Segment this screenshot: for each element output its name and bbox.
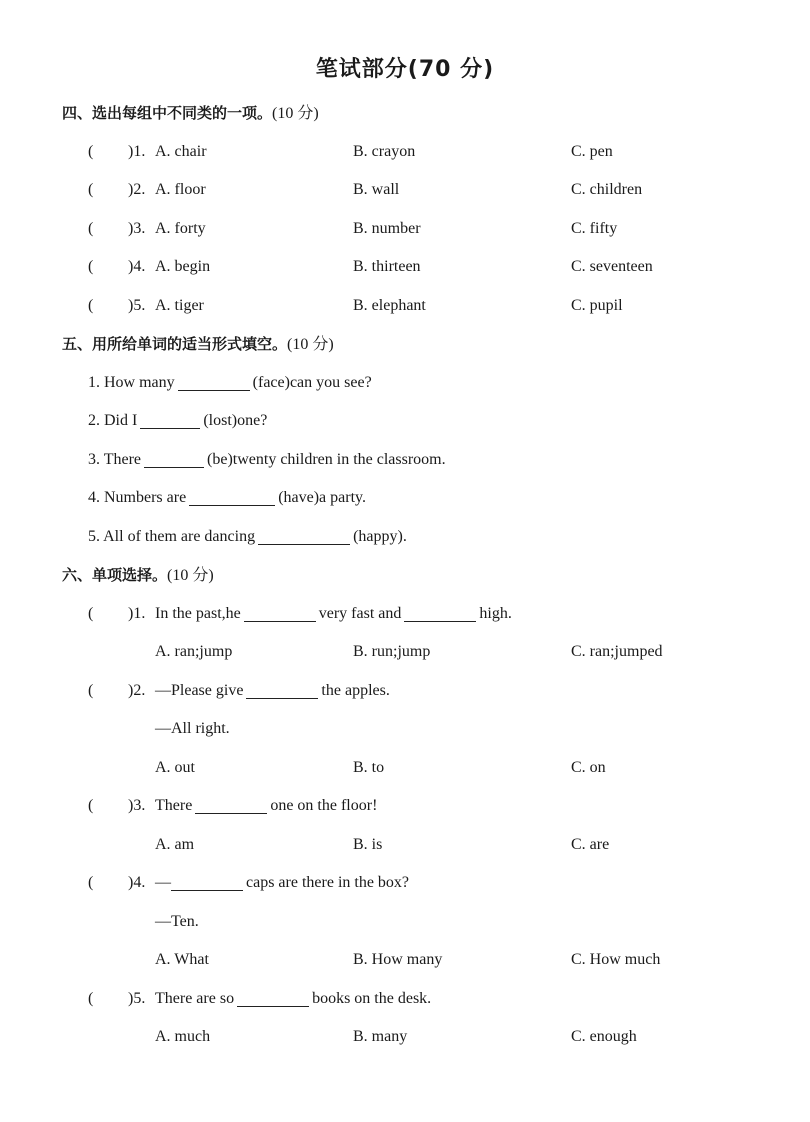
question-row: [0, 787, 810, 826]
question-text: 4. Numbers are: [88, 489, 187, 506]
fill-in-row: [0, 518, 810, 557]
options-row: [0, 1018, 810, 1057]
option-c: C. pen: [571, 142, 613, 160]
section-heading: [0, 325, 810, 364]
option-a: A. out: [155, 758, 195, 776]
option-a: A. begin: [155, 258, 211, 275]
question-row: [0, 171, 810, 210]
section-heading: [0, 94, 810, 133]
reply-text: —Ten.: [155, 912, 199, 930]
options-row: [0, 749, 810, 788]
answer-blank[interactable]: [244, 603, 316, 622]
question-text: 2. Did I: [88, 412, 138, 429]
question-row: [0, 595, 810, 634]
answer-blank[interactable]: [178, 372, 250, 391]
option-a: A. floor: [155, 181, 206, 198]
question-text: (be)twenty children in the classroom.: [207, 450, 446, 468]
answer-paren[interactable]: (: [88, 258, 94, 275]
question-row: [0, 864, 810, 903]
section-points: (10 分): [272, 105, 319, 122]
question-row: [0, 248, 810, 287]
section-title: 四、选出每组中不同类的一项。: [62, 104, 273, 122]
question-text: —: [155, 874, 171, 891]
section-title: 五、用所给单词的适当形式填空。: [62, 335, 288, 353]
option-b: B. elephant: [353, 296, 426, 314]
question-row: [0, 210, 810, 249]
question-text: very fast and: [318, 604, 402, 622]
exam-body: [0, 94, 810, 1057]
answer-paren[interactable]: (: [88, 219, 94, 237]
option-a: A. ran;jump: [155, 643, 233, 660]
options-row: [0, 826, 810, 865]
question-text: 5. All of them are dancing: [88, 527, 256, 545]
option-a: A. chair: [155, 142, 207, 160]
option-b: B. is: [353, 835, 383, 853]
fill-in-row: [0, 402, 810, 441]
option-c: C. seventeen: [571, 258, 653, 275]
question-text: There are so: [155, 989, 235, 1007]
question-text: (have)a party.: [278, 489, 366, 506]
option-c: C. How much: [571, 951, 661, 968]
option-b: B. many: [353, 1028, 408, 1045]
option-c: C. pupil: [571, 296, 623, 314]
answer-paren[interactable]: (: [88, 989, 94, 1007]
question-text: There: [155, 797, 193, 814]
section-points: (10 分): [287, 336, 334, 353]
question-number: )3.: [128, 797, 146, 814]
option-c: C. enough: [571, 1028, 637, 1045]
option-b: B. run;jump: [353, 643, 431, 660]
question-row: [0, 672, 810, 711]
reply-row: [0, 710, 810, 749]
question-number: )1.: [128, 142, 146, 160]
question-number: )2.: [128, 681, 146, 699]
question-text: —Please give: [155, 681, 244, 699]
question-text: high.: [479, 604, 512, 622]
question-number: )2.: [128, 181, 146, 198]
question-number: )1.: [128, 604, 146, 622]
fill-in-row: [0, 364, 810, 403]
question-text: In the past,he: [155, 604, 241, 622]
answer-blank[interactable]: [195, 795, 267, 814]
section-title: 六、单项选择。: [62, 566, 168, 584]
option-c: C. fifty: [571, 219, 618, 237]
answer-paren[interactable]: (: [88, 604, 94, 622]
fill-in-row: [0, 479, 810, 518]
answer-blank[interactable]: [171, 872, 243, 891]
option-c: C. on: [571, 758, 606, 776]
answer-paren[interactable]: (: [88, 797, 94, 814]
question-number: )4.: [128, 258, 146, 275]
answer-paren[interactable]: (: [88, 296, 94, 314]
option-a: A. What: [155, 951, 209, 968]
page-title: 笔试部分(70 分): [315, 57, 495, 82]
options-row: [0, 941, 810, 980]
option-b: B. How many: [353, 951, 443, 968]
option-c: C. children: [571, 181, 643, 198]
question-text: (happy).: [353, 527, 407, 545]
question-text: 1. How many: [88, 373, 175, 391]
answer-paren[interactable]: (: [88, 181, 94, 198]
question-text: 3. There: [88, 450, 142, 468]
option-c: C. ran;jumped: [571, 643, 663, 660]
question-text: caps are there in the box?: [246, 874, 410, 891]
question-number: )3.: [128, 219, 146, 237]
question-row: [0, 980, 810, 1019]
reply-text: —All right.: [155, 720, 230, 737]
section-heading: [0, 556, 810, 595]
question-text: (face)can you see?: [252, 373, 372, 391]
option-b: B. wall: [353, 181, 400, 198]
question-number: )5.: [128, 296, 146, 314]
question-number: )5.: [128, 989, 146, 1007]
option-b: B. number: [353, 219, 421, 237]
question-number: )4.: [128, 874, 146, 891]
answer-blank[interactable]: [258, 526, 350, 545]
option-c: C. are: [571, 835, 610, 853]
answer-paren[interactable]: (: [88, 874, 94, 891]
question-text: books on the desk.: [312, 989, 432, 1007]
reply-row: [0, 903, 810, 942]
answer-blank[interactable]: [189, 487, 275, 506]
answer-blank[interactable]: [144, 449, 204, 468]
option-a: A. much: [155, 1028, 211, 1045]
answer-blank[interactable]: [237, 988, 309, 1007]
option-b: B. crayon: [353, 142, 416, 160]
option-a: A. forty: [155, 219, 206, 237]
answer-paren[interactable]: (: [88, 142, 94, 160]
question-row: [0, 133, 810, 172]
answer-blank[interactable]: [140, 410, 200, 429]
option-a: A. tiger: [155, 296, 204, 314]
question-text: one on the floor!: [270, 797, 378, 814]
fill-in-row: [0, 441, 810, 480]
question-row: [0, 287, 810, 326]
option-b: B. thirteen: [353, 258, 421, 275]
option-b: B. to: [353, 758, 385, 776]
answer-blank[interactable]: [404, 603, 476, 622]
answer-paren[interactable]: (: [88, 681, 94, 699]
question-text: (lost)one?: [203, 412, 268, 429]
answer-blank[interactable]: [246, 680, 318, 699]
question-text: the apples.: [321, 681, 390, 699]
options-row: [0, 633, 810, 672]
section-points: (10 分): [167, 567, 214, 584]
option-a: A. am: [155, 835, 195, 853]
